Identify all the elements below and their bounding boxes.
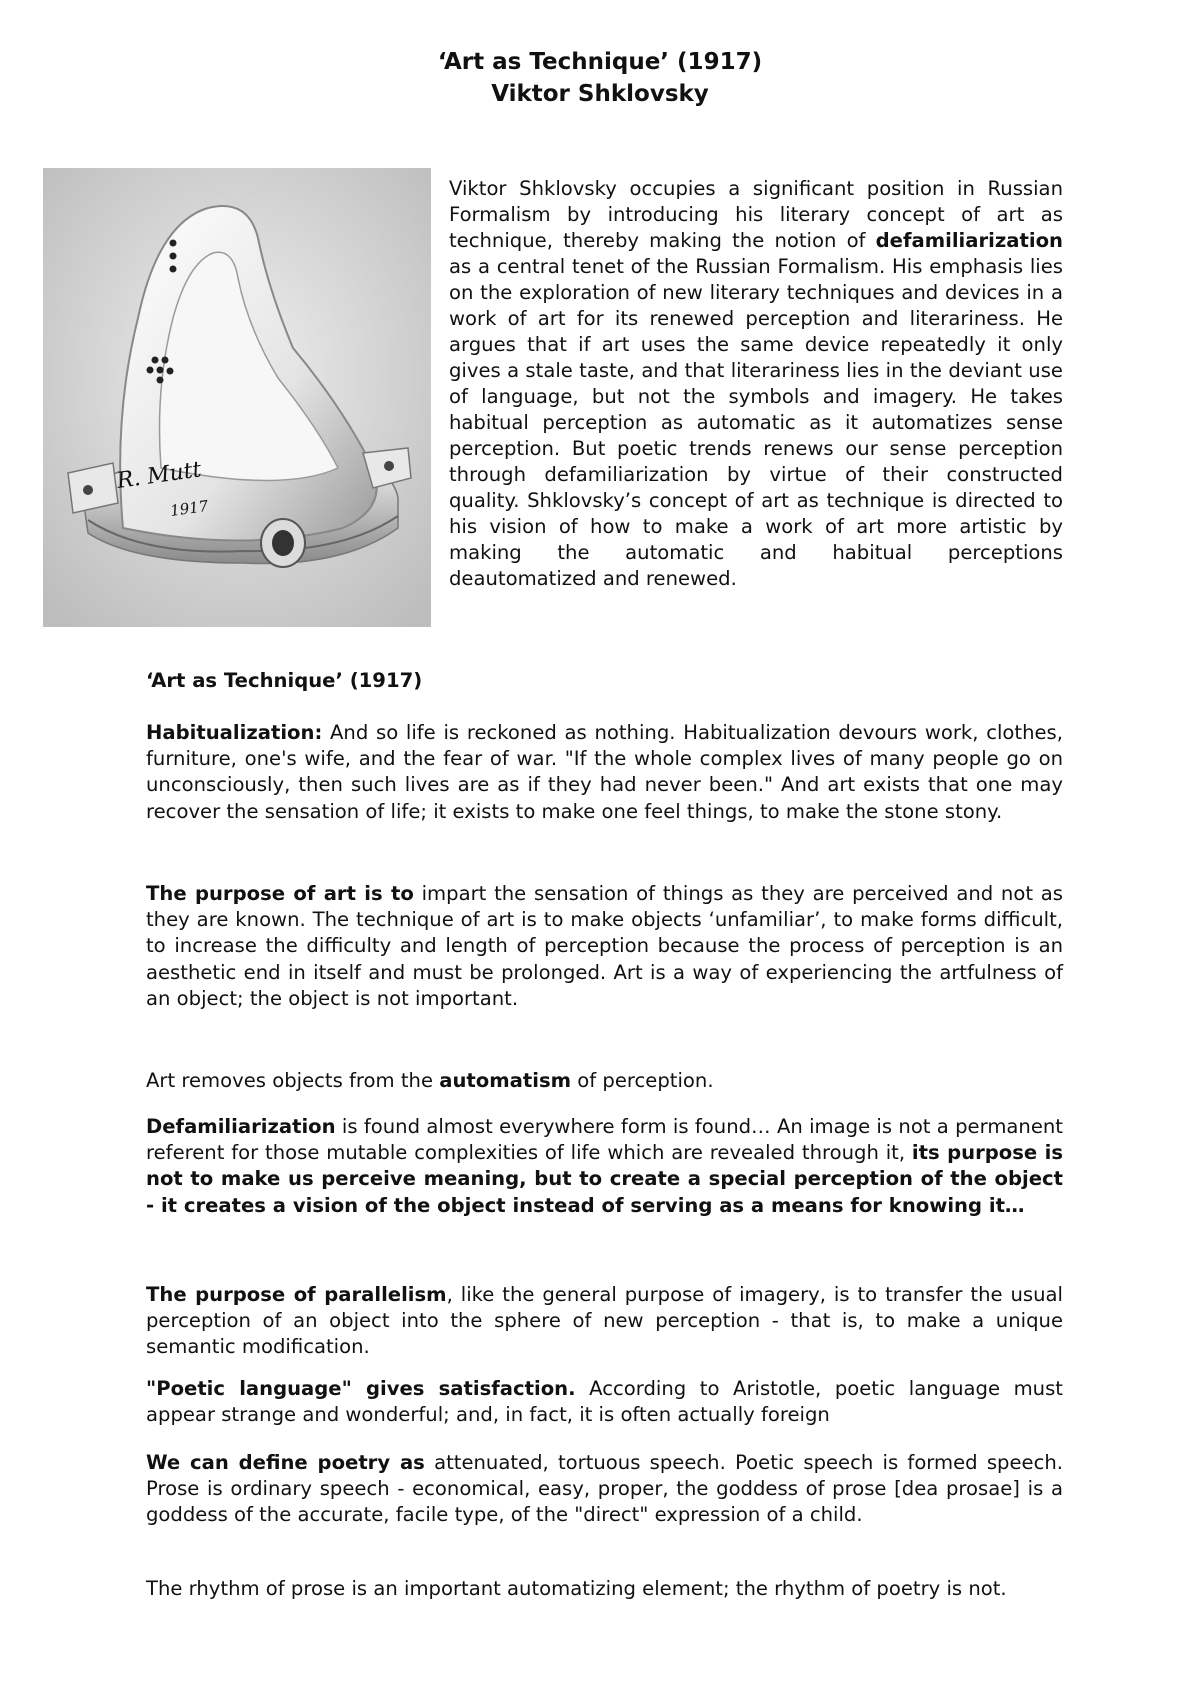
paragraph-define-poetry: We can define poetry as attenuated, tortuous speech. Poetic speech is formed speech. Prose is ordinary speech - economical, easy, proper, the goddess of prose [dea prosae] is a goddess of the accurate, facile type, of the "direct" expression of a child. xyxy=(146,1451,1064,1527)
intro-bold-term: defamiliarization xyxy=(875,229,1063,252)
paragraph-defamiliarization: Defamiliarization is found almost everywhere form is found… An image is not a permanent referent for those mutable complexities of life which are revealed through it, its purpose is not to make us perceive meaning, but to create a special perception of the object - it creates a vision of the object instead of serving as a means for knowing it… xyxy=(146,1115,1063,1217)
paragraph-poetic-language: "Poetic language" gives satisfaction. According to Aristotle, poetic language must appear strange and wonderful; and, in fact, it is often actually foreign xyxy=(146,1377,1063,1427)
svg-text:1917: 1917 xyxy=(169,496,210,520)
title-line-2: Viktor Shklovsky xyxy=(491,81,709,107)
page-title xyxy=(0,46,1200,110)
paragraph-rhythm: The rhythm of prose is an important automatizing element; the rhythm of poetry is not. xyxy=(146,1577,1007,1600)
intro-text-a: Viktor Shklovsky occupies a significant position in Russian Formalism by introducing his literary concept of art as technique, thereby making the notion of xyxy=(449,177,1063,252)
svg-text:R. Mutt: R. Mutt xyxy=(115,457,203,494)
section-heading: ‘Art as Technique’ (1917) xyxy=(146,669,423,692)
paragraph-automatism: Art removes objects from the automatism of perception. xyxy=(146,1069,714,1092)
intro-paragraph xyxy=(449,176,1063,592)
paragraph-parallelism: The purpose of parallelism, like the general purpose of imagery, is to transfer the usual perception of an object into the sphere of new perception - that is, to make a unique semantic modification. xyxy=(146,1283,1063,1359)
paragraph-purpose-of-art: The purpose of art is to impart the sensation of things as they are perceived and not as they are known. The technique of art is to make objects ‘unfamiliar’, to make forms difficult, to increase the difficulty and length of perception because the process of perception is an aesthetic end in itself and must be prolonged. Art is a way of experiencing the artfulness of an object; the object is not important. xyxy=(146,882,1063,1010)
fountain-photo xyxy=(43,168,431,627)
intro-text-b: as a central tenet of the Russian Formalism. His emphasis lies on the exploration of new literary techniques and devices in a work of art for its renewed perception and literariness. He argues that if art uses the same device repeatedly it only gives a stale taste, and that literariness lies in the deviant use of language, but not the symbols and imagery. He takes habitual perception as automatic as it automatizes sense perception. But poetic trends renews our sense perception through defamiliarization by virtue of their constructed quality. Shklovsky’s concept of art as technique is directed to his vision of how to make a work of art more artistic by making the automatic and habitual perceptions deautomatized and renewed. xyxy=(449,255,1063,590)
fountain-urinal-icon xyxy=(43,168,431,627)
title-line-1: ‘Art as Technique’ (1917) xyxy=(437,49,763,75)
paragraph-habitualization: Habitualization: And so life is reckoned as nothing. Habitualization devours work, clothes, furniture, one's wife, and the fear of war. "If the whole complex lives of many people go on unconsciously, then such lives are as if they had never been." And art exists that one may recover the sensation of life; it exists to make one feel things, to make the stone stony. xyxy=(146,721,1063,823)
